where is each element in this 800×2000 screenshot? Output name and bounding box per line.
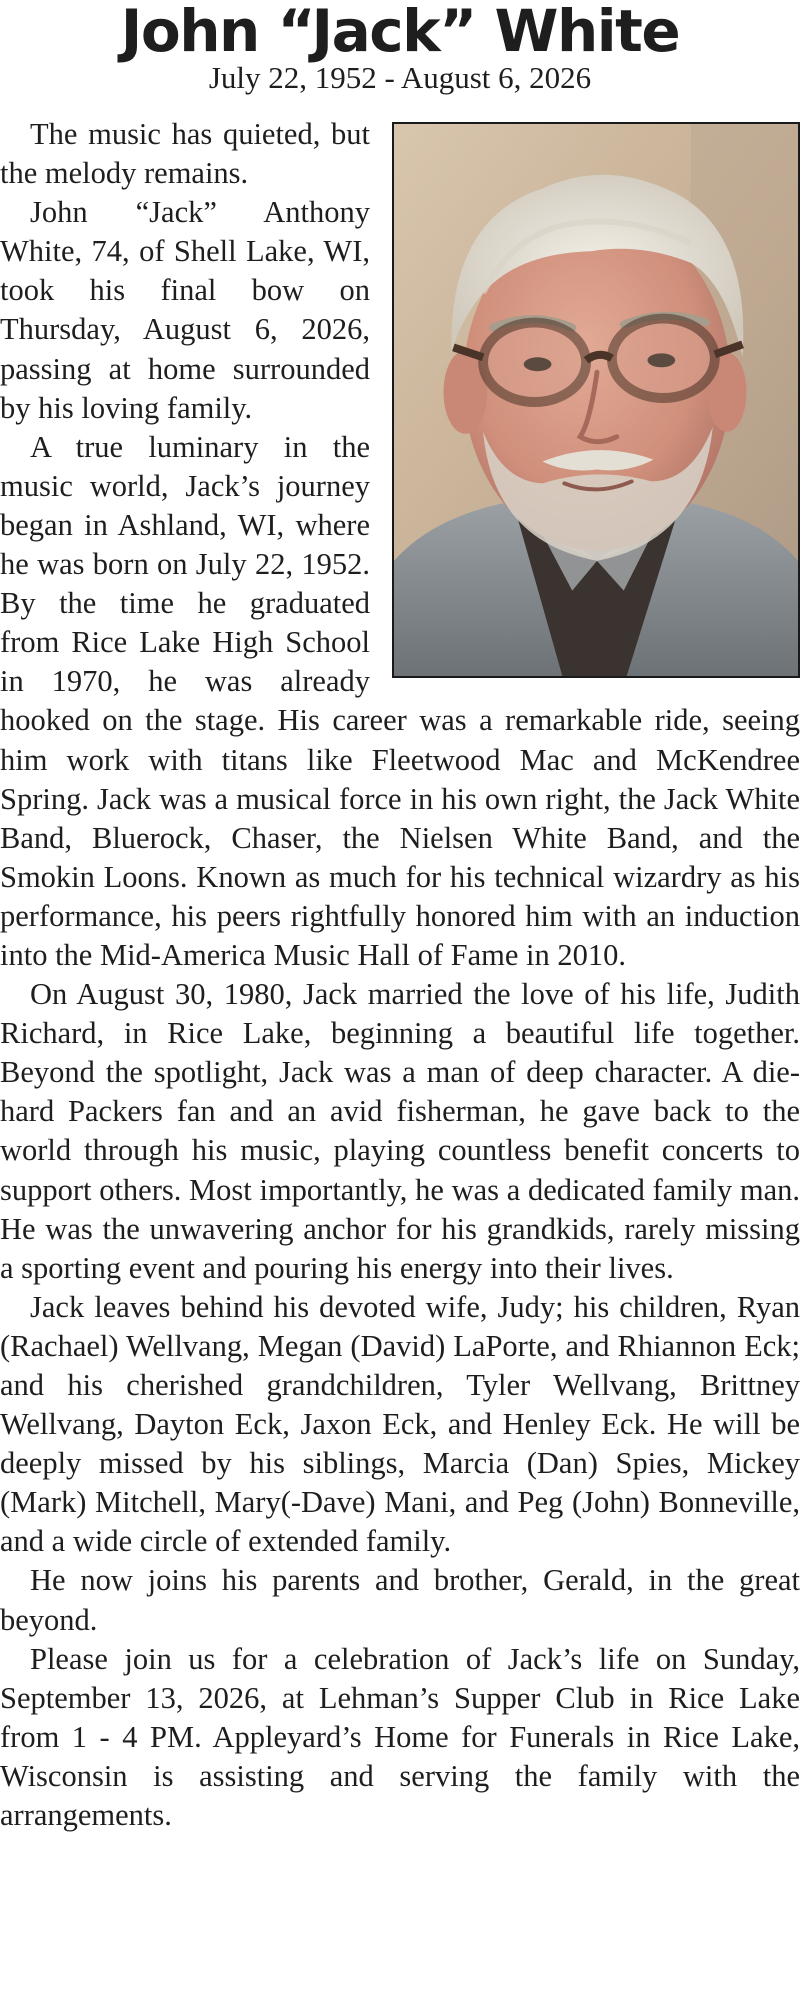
paragraph-opening: The music has quieted, but the melody remains.	[0, 117, 370, 191]
paragraph-survivors: Jack leaves behind his devoted wife, Judy; his children, Ryan (Rachael) Wellvang, Megan (David) LaPorte, and Rhiannon Eck; and his cherished grandchildren, Tyler Wellvang, Brittney Wellvang, Dayton Eck, Jaxon Eck, and Henley Eck. He will be deeply missed by his siblings, Marcia (Dan) Spies, Mickey (Mark) Mitchell, Mary(-Dave) Mani, and Peg (John) Bonneville, and a wide circle of extended family.	[0, 1289, 800, 1559]
portrait-photo-icon	[394, 124, 798, 676]
paragraph-career: A true luminary in the music world, Jack’s journey began in Ashland, WI, where he was born on July 22, 1952. By the time he graduated from Rice Lake High School in 1970, he was already hooked on the stage. His career was a remarkable ride, seeing him work with titans like Fleetwood Mac and McKendree Spring. Jack was a musical force in his own right, the Jack White Band, Bluerock, Chaser, the Nielsen White Band, and the Smokin Loons. Known as much for his technical wizardry as his performance, his peers rightfully honored him with an induction into the Mid-America Music Hall of Fame in 2010.	[0, 429, 800, 972]
paragraph-preceded: He now joins his parents and brother, Gerald, in the great beyond.	[0, 1563, 800, 1637]
paragraph-family-life: On August 30, 1980, Jack married the love of his life, Judith Richard, in Rice Lake, beginning a beautiful life together. Beyond the spotlight, Jack was a man of deep character. A die-hard Packers fan and an avid fisherman, he gave back to the world through his music, playing countless benefit concerts to support others. Most importantly, he was a dedicated family man. He was the unwavering anchor for his grandkids, rarely missing a sporting event and pouring his energy into their lives.	[0, 977, 800, 1285]
obituary-body	[0, 115, 800, 1835]
obituary-name: John “Jack” White	[120, 0, 680, 65]
paragraph-celebration: Please join us for a celebration of Jack’s life on Sunday, September 13, 2026, at Lehman’s Supper Club in Rice Lake from 1 - 4 PM. Appleyard’s Home for Funerals in Rice Lake, Wisconsin is assisting and serving the family with the arrangements.	[0, 1641, 800, 1833]
paragraph-passing: John “Jack” Anthony White, 74, of Shell Lake, WI, took his final bow on Thursday, August 6, 2026, passing at home surrounded by his loving family.	[0, 195, 370, 425]
life-dates: July 22, 1952 - August 6, 2026	[208, 60, 592, 95]
portrait-photo	[392, 122, 800, 678]
